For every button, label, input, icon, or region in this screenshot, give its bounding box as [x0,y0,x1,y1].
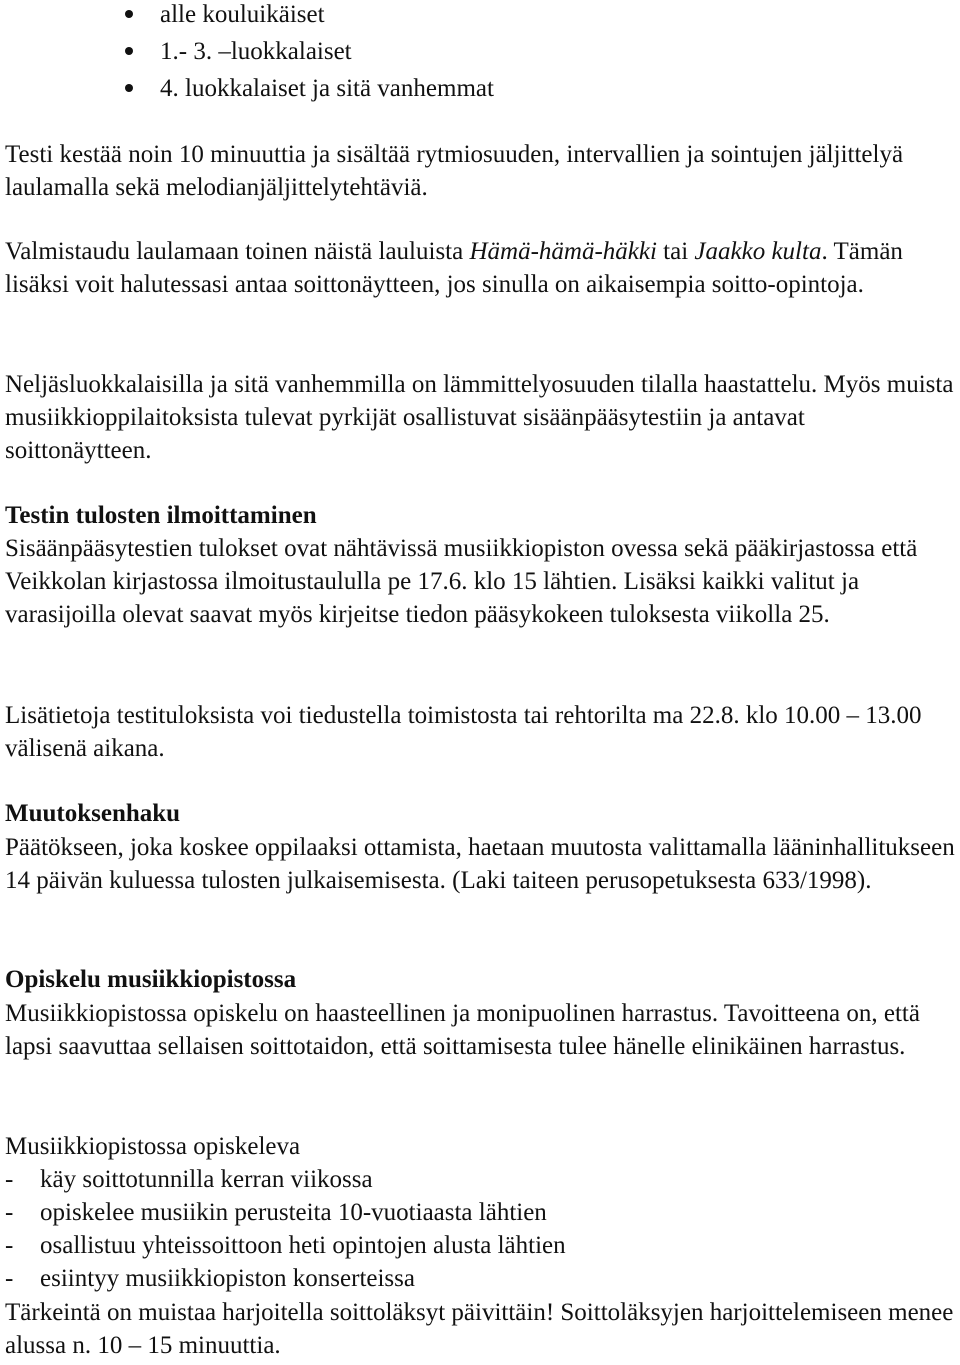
prepare-paragraph: Valmistaudu laulamaan toinen näistä lauluista Hämä-hämä-häkki tai Jaakko kulta. Tämän lisäksi voit halutessasi antaa soittonäytteen, jos sinulla on aikaisempia soitto-opintoja. [5,238,903,298]
list-item: alle kouluikäiset [5,0,957,33]
results-paragraph: Sisäänpääsytestien tulokset ovat nähtävissä musiikkiopiston ovessa sekä pääkirjastossa että Veikkolan kirjastossa ilmoitustaululla pe 17.6. klo 15 lähtien. Lisäksi kaikki valitut ja varasijoilla olevat saavat myös kirjeitse tiedon pääsykokeen tuloksesta viikolla 25. [5,535,918,628]
list-item: 4. luokkalaiset ja sitä vanhemmat [5,70,957,107]
list-item: 1.- 3. –luokkalaiset [5,33,957,70]
list-item: - osallistuu yhteissoittoon heti opintojen alusta lähtien [5,1229,957,1262]
study-paragraph: Musiikkiopistossa opiskelu on haasteellinen ja monipuolinen harrastus. Tavoitteena on, että lapsi saavuttaa sellaisen soittotaidon, että soittamisesta tulee hänelle elinikäinen harrastus. [5,1000,920,1060]
test-duration-paragraph: Testi kestää noin 10 minuuttia ja sisältää rytmiosuuden, intervallien ja sointujen jäljittelyä laulamalla sekä melodianjäljittelytehtäviä. [5,141,904,201]
study-heading: Opiskelu musiikkiopistossa [5,966,297,993]
practice-paragraph: Tärkeintä on muistaa harjoitella soittoläksyt päivittäin! Soittoläksyjen harjoittelemiseen menee alussa n. 10 – 15 minuuttia. [5,1299,954,1359]
fourth-graders-paragraph: Neljäsluokkalaisilla ja sitä vanhemmilla on lämmittelyosuuden tilalla haastattelu. Myös muista musiikkioppilaitoksista tulevat pyrkijät osallistuvat sisäänpääsytestiin ja antavat soittonäytteen. [5,371,954,464]
age-group-list [5,0,957,107]
list-item: - opiskelee musiikin perusteita 10-vuotiaasta lähtien [5,1196,957,1229]
dash-marker: - [5,1199,14,1226]
appeal-heading: Muutoksenhaku [5,800,181,827]
list-item: - esiintyy musiikkiopiston konserteissa [5,1262,957,1295]
bullet-icon [125,10,133,18]
results-heading: Testin tulosten ilmoittaminen [5,502,317,529]
student-intro: Musiikkiopistossa opiskeleva [5,1133,301,1160]
more-info-paragraph: Lisätietoja testituloksista voi tiedustella toimistosta tai rehtorilta ma 22.8. klo 10.00 – 13.00 välisenä aikana. [5,702,922,762]
dash-marker: - [5,1265,14,1292]
song-title: Jaakko kulta [694,238,822,265]
student-duties-list [5,1163,957,1295]
bullet-icon [125,47,133,55]
dash-marker: - [5,1232,14,1259]
song-title: Hämä-hämä-häkki [469,238,657,265]
bullet-icon [125,84,133,92]
dash-marker: - [5,1166,14,1193]
list-item: - käy soittotunnilla kerran viikossa [5,1163,957,1196]
appeal-paragraph: Päätökseen, joka koskee oppilaaksi ottamista, haetaan muutosta valittamalla lääninhallitukseen 14 päivän kuluessa tulosten julkaisemisesta. (Laki taiteen perusopetuksesta 633/1998). [5,834,955,894]
